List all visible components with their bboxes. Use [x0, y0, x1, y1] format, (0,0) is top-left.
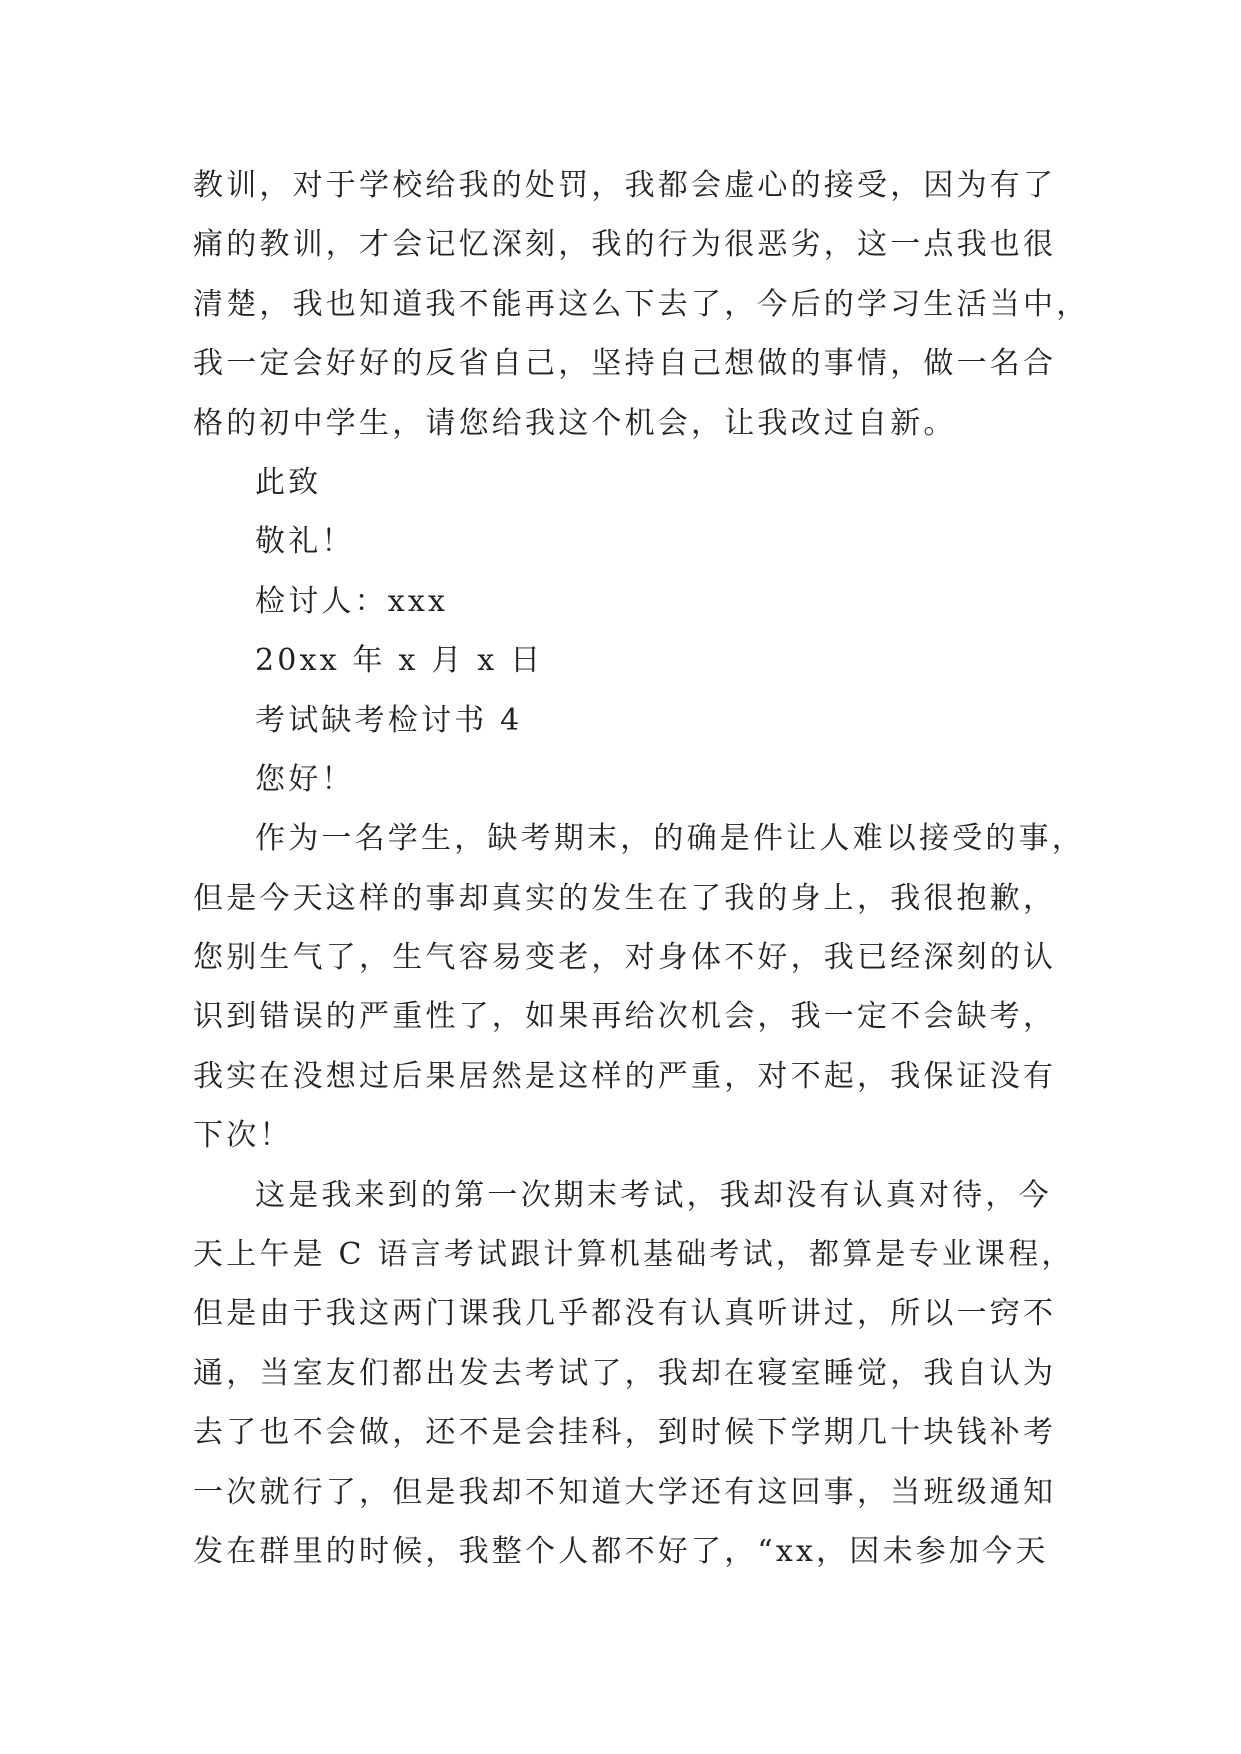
paragraph-line: 清楚，我也知道我不能再这么下去了，今后的学习生活当中，	[193, 286, 1090, 322]
closing-respect: 敬礼！	[255, 524, 355, 560]
paragraph-line: 通，当室友们都出发去考试了，我却在寝室睡觉，我自认为	[193, 1355, 1057, 1391]
paragraph-line: 我一定会好好的反省自己，坚持自己想做的事情，做一名合	[193, 346, 1057, 382]
greeting-line: 您好！	[255, 761, 355, 797]
paragraph-line: 一次就行了，但是我却不知道大学还有这回事，当班级通知	[193, 1474, 1057, 1510]
paragraph-line: 痛的教训，才会记忆深刻，我的行为很恶劣，这一点我也很	[193, 227, 1057, 263]
paragraph-line: 发在群里的时候，我整个人都不好了，“xx，因未参加今天	[193, 1533, 1049, 1569]
paragraph-line: 但是由于我这两门课我几乎都没有认真听讲过，所以一窍不	[193, 1296, 1057, 1332]
closing-salutation: 此致	[255, 464, 322, 500]
signature-line: 检讨人：xxx	[255, 583, 449, 619]
paragraph-line: 去了也不会做，还不是会挂科，到时候下学期几十块钱补考	[193, 1415, 1057, 1451]
section-title: 考试缺考检讨书 4	[255, 702, 523, 738]
paragraph-line: 识到错误的严重性了，如果再给次机会，我一定不会缺考，	[193, 999, 1057, 1035]
paragraph-line: 教训，对于学校给我的处罚，我都会虚心的接受，因为有了	[193, 168, 1057, 203]
paragraph-line: 但是今天这样的事却真实的发生在了我的身上，我很抱歉，	[193, 880, 1057, 916]
paragraph-line: 天上午是 C 语言考试跟计算机基础考试，都算是专业课程，	[193, 1237, 1075, 1273]
document-body	[193, 156, 1090, 1581]
date-line: 20xx 年 x 月 x 日	[255, 643, 544, 679]
paragraph-line: 我实在没想过后果居然是这样的严重，对不起，我保证没有	[193, 1058, 1057, 1094]
paragraph-line: 这是我来到的第一次期末考试，我却没有认真对待，今	[255, 1177, 1052, 1213]
paragraph-line: 您别生气了，生气容易变老，对身体不好，我已经深刻的认	[193, 940, 1057, 976]
paragraph-line: 下次！	[193, 1118, 293, 1154]
paragraph-line: 格的初中学生，请您给我这个机会，让我改过自新。	[193, 405, 957, 441]
paragraph-line: 作为一名学生，缺考期末，的确是件让人难以接受的事，	[255, 821, 1085, 857]
